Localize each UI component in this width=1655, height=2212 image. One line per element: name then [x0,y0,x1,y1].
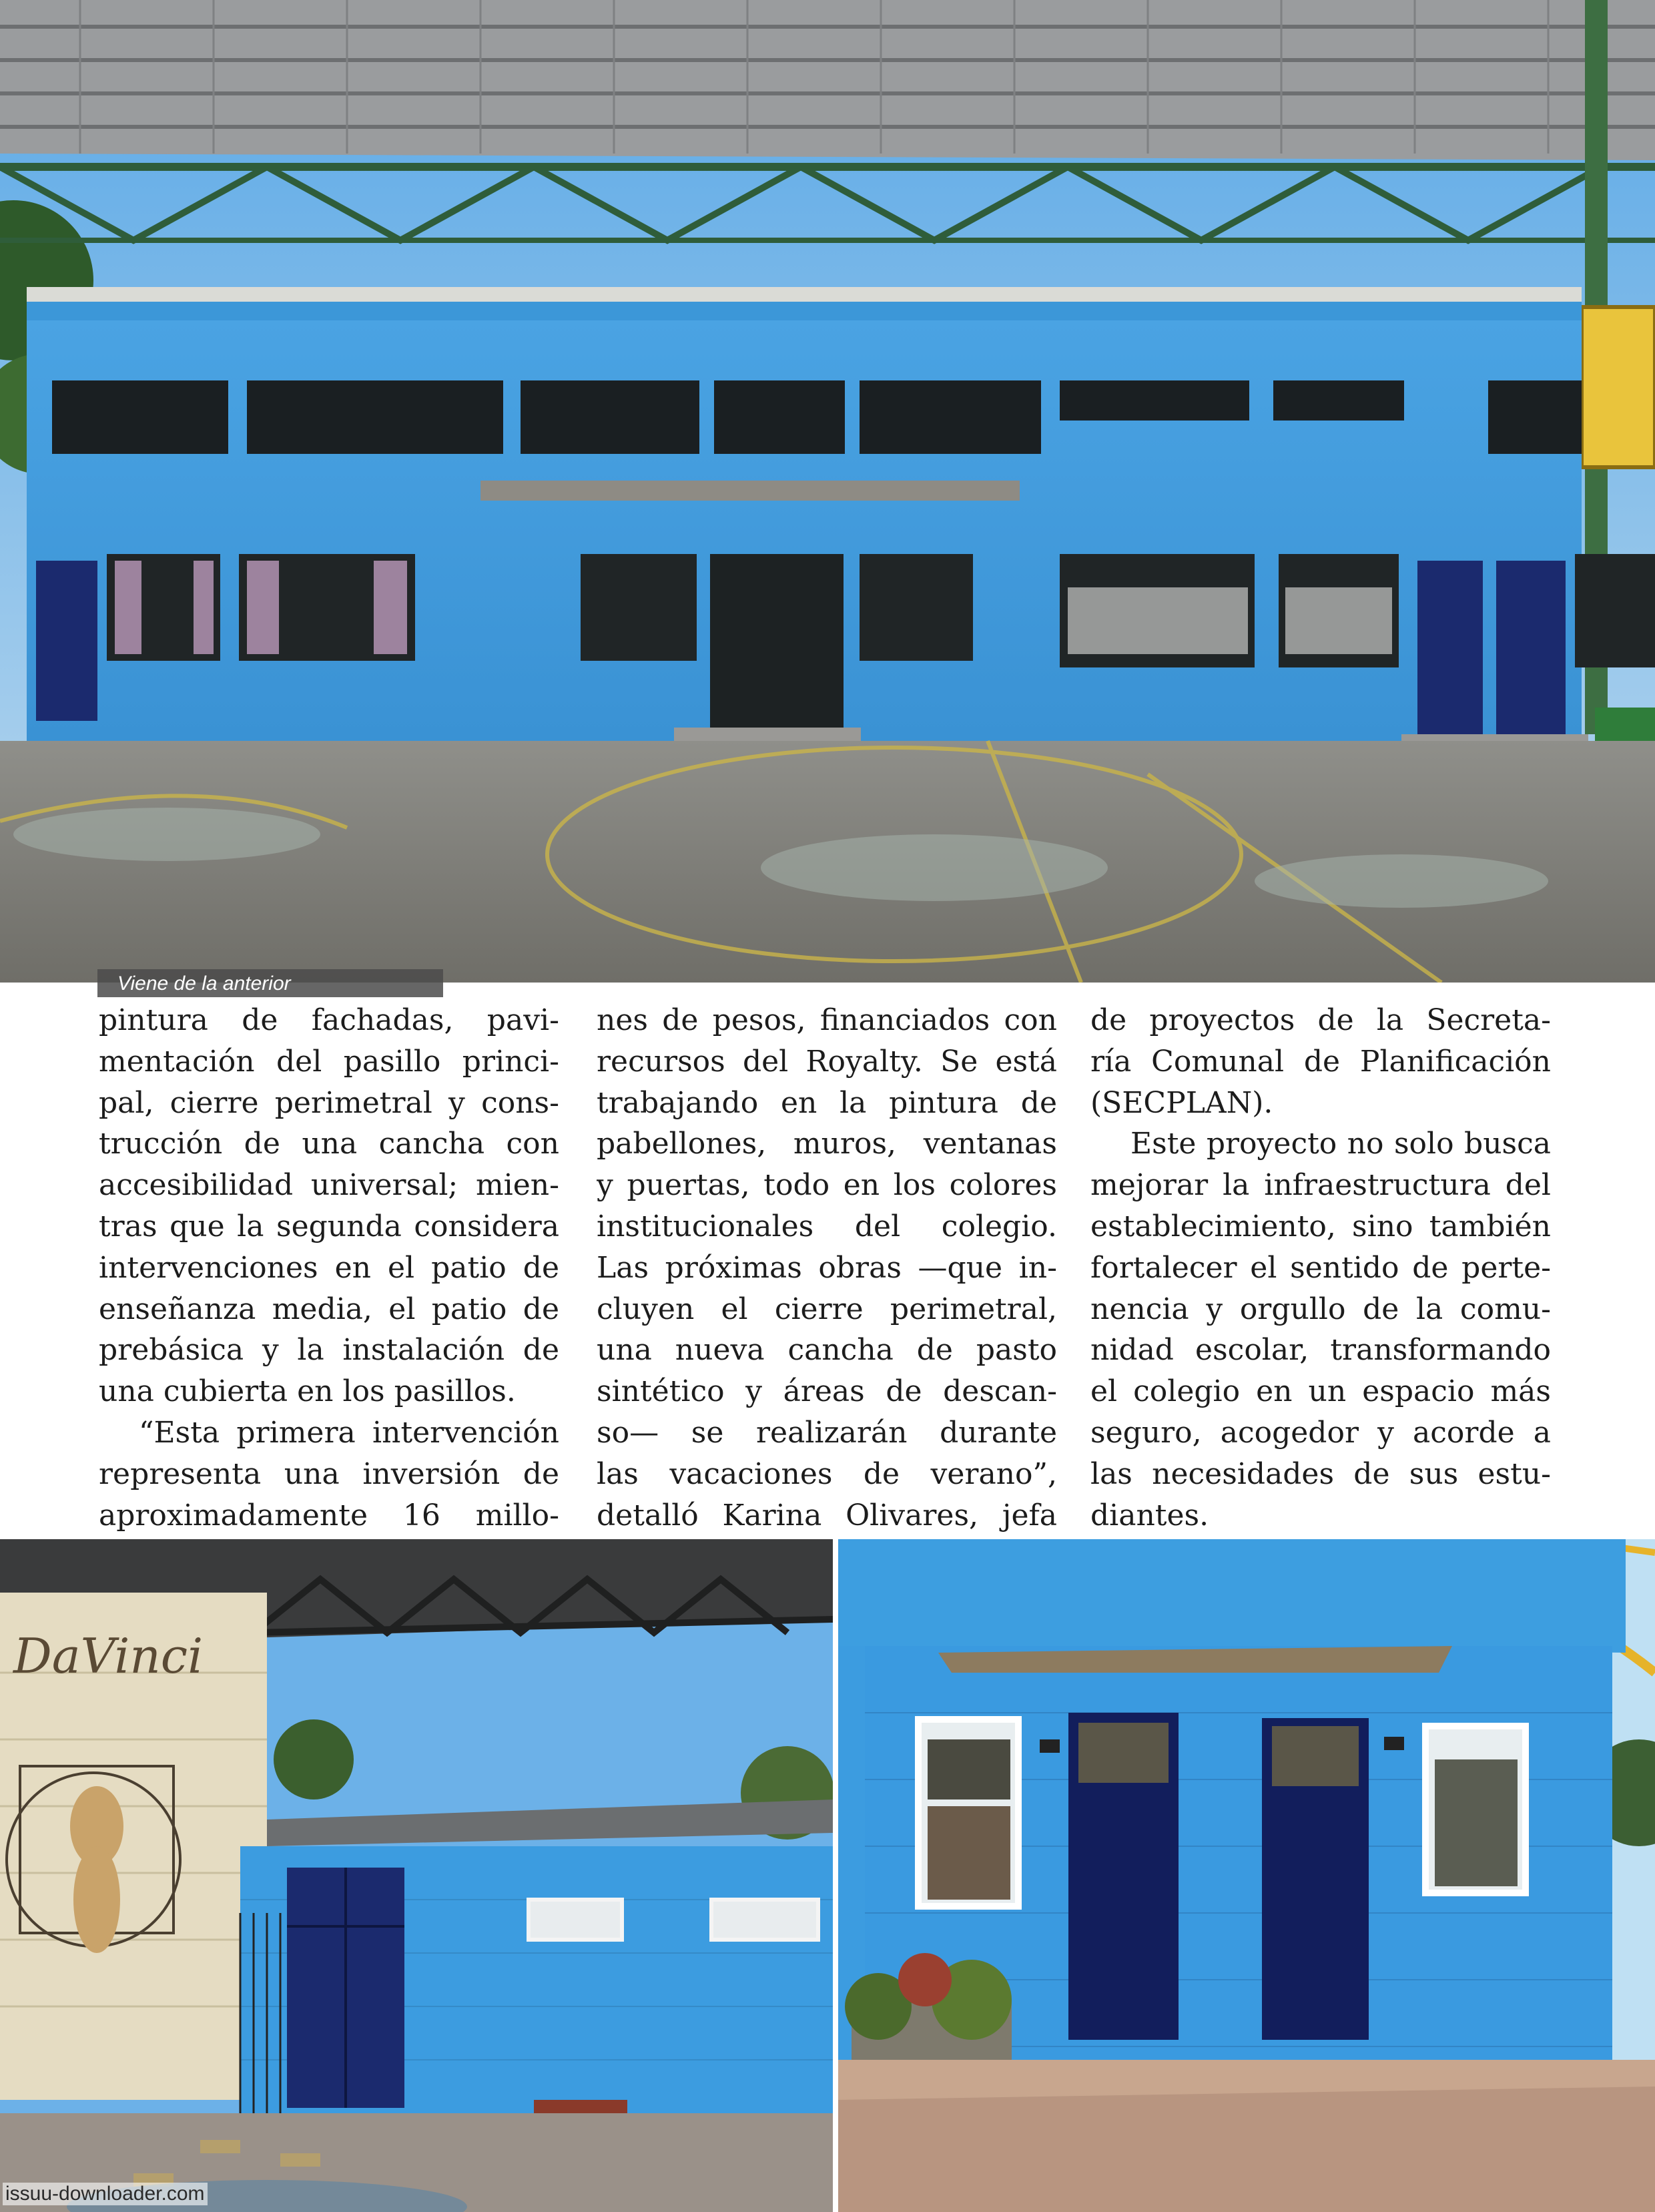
text-line: nencia y orgullo de la comu- [1090,1292,1551,1326]
photo-caption: Viene de la anterior [117,973,291,995]
bottom-right-photo [838,1539,1655,2212]
text-line: Las próximas obras —que in- [597,1250,1057,1285]
text-line: so— se realizarán durante [597,1415,1057,1450]
text-line: (SECPLAN). [1090,1085,1273,1120]
text-line: accesibilidad universal; mien- [99,1168,559,1203]
text-line: las vacaciones de verano”, [597,1456,1057,1491]
text-line: intervenciones en el patio de [99,1250,559,1285]
text-line: las necesidades de sus estu- [1090,1456,1551,1491]
text-line: mentación del pasillo princi- [99,1044,559,1079]
text-line: pintura de fachadas, pavi- [99,1003,559,1037]
text-line: recursos del Royalty. Se está [597,1044,1057,1079]
text-line: una cubierta en los pasillos. [99,1374,516,1409]
mural-text: DaVinci [13,1628,204,1684]
text-line: nidad escolar, transformando [1090,1333,1551,1368]
text-line: seguro, acogedor y acorde a [1090,1415,1551,1450]
watermark: issuu-downloader.com [3,2183,208,2205]
text-line: detalló Karina Olivares, jefa [597,1498,1057,1533]
text-line: cluyen el cierre perimetral, [597,1292,1057,1326]
article-columns [0,1000,1655,1533]
text-line: ría Comunal de Planificación [1090,1044,1551,1079]
text-line: nes de pesos, financiados con [597,1003,1057,1037]
text-line: y puertas, todo en los colores [597,1168,1057,1203]
bottom-left-photo [0,1539,833,2212]
article-column-2 [597,1000,1057,1536]
text-line: aproximadamente 16 millo- [99,1498,559,1533]
text-line: el colegio en un espacio más [1090,1374,1551,1409]
text-line: establecimiento, sino también [1090,1209,1551,1243]
davinci-mural-building-illustration [0,1539,833,2212]
text-line: trabajando en la pintura de [597,1085,1057,1120]
text-line: una nueva cancha de pasto [597,1333,1057,1368]
text-line: mejorar la infraestructura del [1090,1168,1551,1203]
text-line: “Esta primera intervención [139,1415,559,1450]
text-line: diantes. [1090,1498,1209,1533]
school-building-illustration [0,0,1655,983]
text-line: de proyectos de la Secreta- [1090,1003,1551,1037]
text-line: representa una inversión de [99,1456,559,1491]
top-photo [0,0,1655,983]
text-line: tras que la segunda considera [99,1209,559,1243]
text-line: sintético y áreas de descan- [597,1374,1057,1409]
text-line: pal, cierre perimetral y cons- [99,1085,559,1120]
text-line: trucción de una cancha con [99,1127,559,1161]
text-line: prebásica y la instalación de [99,1333,559,1368]
text-line: pabellones, muros, ventanas [597,1127,1057,1161]
article-column-1 [99,1000,559,1536]
article-column-3 [1090,1000,1551,1536]
text-line: institucionales del colegio. [597,1209,1057,1243]
text-line: enseñanza media, el patio de [99,1292,559,1326]
blue-classroom-illustration [838,1539,1655,2212]
text-line: Este proyecto no solo busca [1130,1127,1551,1161]
text-line: fortalecer el sentido de perte- [1090,1250,1551,1285]
